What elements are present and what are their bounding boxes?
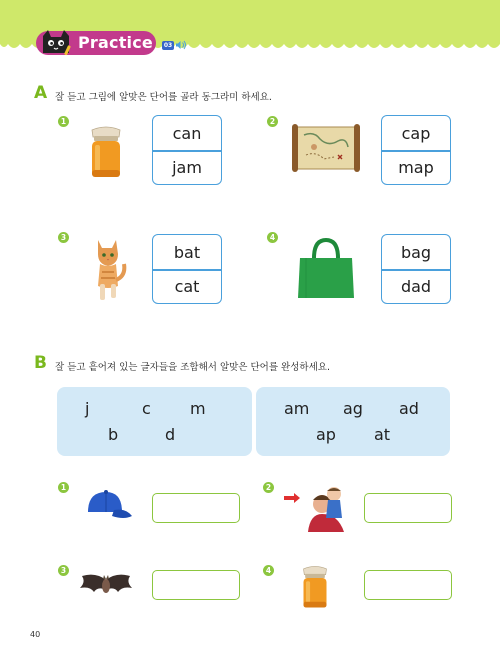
onset-letter[interactable]: d (165, 425, 176, 444)
word-choice[interactable]: cap (401, 124, 431, 143)
choice-divider (153, 269, 221, 271)
page-number: 40 (30, 630, 41, 639)
rime-letter-bank (256, 387, 450, 456)
choice-divider (382, 269, 450, 271)
word-choice[interactable]: bag (400, 243, 432, 262)
page-title: Practice (78, 33, 153, 52)
treasure-map-picture (290, 121, 362, 175)
item-number: 4 (263, 565, 274, 576)
section-a-instruction: 잘 듣고 그림에 알맞은 단어를 골라 동그라미 하세요. (55, 92, 272, 103)
honey-jar-picture (86, 124, 126, 180)
rime-chunk[interactable]: at (374, 425, 391, 444)
item-number: 1 (58, 116, 69, 127)
section-a-letter: A (34, 83, 48, 103)
answer-field[interactable] (364, 493, 452, 523)
choice-divider (382, 150, 450, 152)
choice-divider (153, 150, 221, 152)
rime-chunk[interactable]: am (284, 399, 310, 418)
word-choice[interactable]: cat (174, 277, 200, 296)
word-choice-box (152, 234, 222, 304)
word-choice-box (381, 115, 451, 185)
audio-speaker-icon[interactable] (175, 39, 187, 51)
item-number: 3 (58, 565, 69, 576)
section-b-instruction: 잘 듣고 흩어져 있는 글자들을 조합해서 알맞은 단어를 완성하세요. (55, 362, 330, 373)
rime-chunk[interactable]: ag (343, 399, 363, 418)
word-choice[interactable]: dad (400, 277, 432, 296)
word-choice[interactable]: map (398, 158, 434, 177)
rime-chunk[interactable]: ad (399, 399, 419, 418)
item-number: 2 (267, 116, 278, 127)
cat-mascot-icon (38, 27, 74, 57)
track-number-badge: 03 (163, 42, 173, 49)
item-number: 4 (267, 232, 278, 243)
answer-field[interactable] (364, 570, 452, 600)
word-choice-box (381, 234, 451, 304)
green-bag-picture (296, 236, 356, 300)
word-choice[interactable]: jam (172, 158, 202, 177)
item-number: 1 (58, 482, 69, 493)
onset-letter[interactable]: m (190, 399, 206, 418)
onset-letter[interactable]: c (142, 399, 151, 418)
onset-letter[interactable]: b (108, 425, 119, 444)
answer-field[interactable] (152, 493, 240, 523)
item-number: 2 (263, 482, 274, 493)
honey-jar-picture (298, 564, 332, 610)
onset-letter[interactable]: j (85, 399, 90, 418)
word-choice-box (152, 115, 222, 185)
bat-picture (76, 570, 136, 602)
rime-chunk[interactable]: ap (316, 425, 336, 444)
word-choice[interactable]: bat (173, 243, 201, 262)
father-and-child-picture (282, 484, 354, 532)
onset-letter-bank (57, 387, 252, 456)
answer-field[interactable] (152, 570, 240, 600)
item-number: 3 (58, 232, 69, 243)
word-choice[interactable]: can (172, 124, 202, 143)
blue-cap-picture (84, 488, 134, 524)
section-b-letter: B (34, 353, 47, 373)
cat-picture (88, 236, 128, 302)
